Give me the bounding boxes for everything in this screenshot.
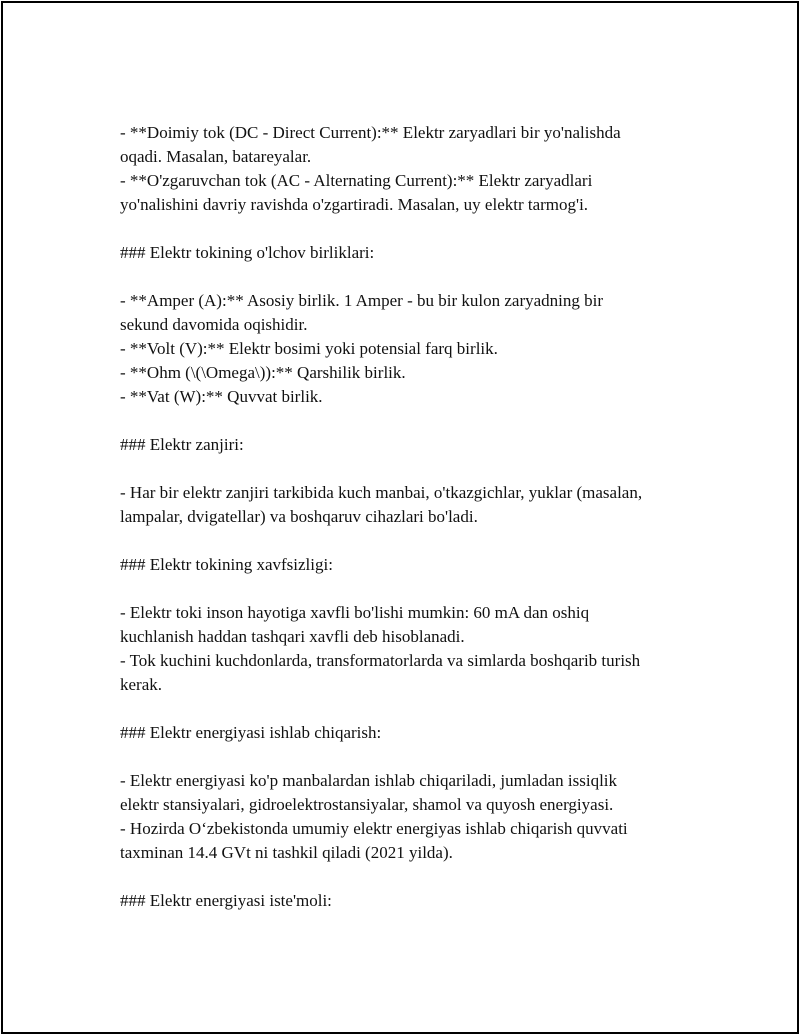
- blank-line: [120, 217, 710, 241]
- text-line: - **Amper (A):** Asosiy birlik. 1 Amper - bu bir kulon zaryadning bir: [120, 291, 604, 310]
- text-line: - Tok kuchini kuchdonlarda, transformatorlarda va simlarda boshqarib turish: [120, 651, 641, 670]
- blank-line: [120, 409, 710, 433]
- blank-line: [120, 697, 710, 721]
- text-line: sekund davomida oqishidir.: [120, 315, 308, 334]
- section-heading: ### Elektr energiyasi iste'moli:: [120, 891, 332, 910]
- blank-line: [120, 529, 710, 553]
- text-line: - **O'zgaruvchan tok (AC - Alternating Current):** Elektr zaryadlari: [120, 171, 593, 190]
- blank-line: [120, 457, 710, 481]
- section-heading: ### Elektr zanjiri:: [120, 435, 244, 454]
- text-line: kerak.: [120, 675, 163, 694]
- text-line: taxminan 14.4 GVt ni tashkil qiladi (2021 yilda).: [120, 843, 453, 862]
- text-line: - Hozirda O‘zbekistonda umumiy elektr energiyas ishlab chiqarish quvvati: [120, 819, 628, 838]
- text-line: lampalar, dvigatellar) va boshqaruv cihazlari bo'ladi.: [120, 507, 478, 526]
- page-frame: [1, 1, 799, 1034]
- section-heading: ### Elektr tokining xavfsizligi:: [120, 555, 333, 574]
- text-line: - **Ohm (\(\Omega\)):** Qarshilik birlik.: [120, 363, 406, 382]
- blank-line: [120, 577, 710, 601]
- document-body: [120, 121, 710, 913]
- text-line: - **Volt (V):** Elektr bosimi yoki potensial farq birlik.: [120, 339, 498, 358]
- blank-line: [120, 265, 710, 289]
- text-line: elektr stansiyalari, gidroelektrostansiyalar, shamol va quyosh energiyasi.: [120, 795, 614, 814]
- text-line: - Elektr energiyasi ko'p manbalardan ishlab chiqariladi, jumladan issiqlik: [120, 771, 618, 790]
- blank-line: [120, 745, 710, 769]
- text-line: yo'nalishini davriy ravishda o'zgartiradi. Masalan, uy elektr tarmog'i.: [120, 195, 589, 214]
- text-line: - Har bir elektr zanjiri tarkibida kuch manbai, o'tkazgichlar, yuklar (masalan,: [120, 483, 643, 502]
- text-line: - **Vat (W):** Quvvat birlik.: [120, 387, 323, 406]
- text-line: - **Doimiy tok (DC - Direct Current):** Elektr zaryadlari bir yo'nalishda: [120, 123, 621, 142]
- text-line: - Elektr toki inson hayotiga xavfli bo'lishi mumkin: 60 mA dan oshiq: [120, 603, 590, 622]
- section-heading: ### Elektr energiyasi ishlab chiqarish:: [120, 723, 382, 742]
- text-line: oqadi. Masalan, batareyalar.: [120, 147, 312, 166]
- section-heading: ### Elektr tokining o'lchov birliklari:: [120, 243, 375, 262]
- blank-line: [120, 865, 710, 889]
- text-line: kuchlanish haddan tashqari xavfli deb hisoblanadi.: [120, 627, 465, 646]
